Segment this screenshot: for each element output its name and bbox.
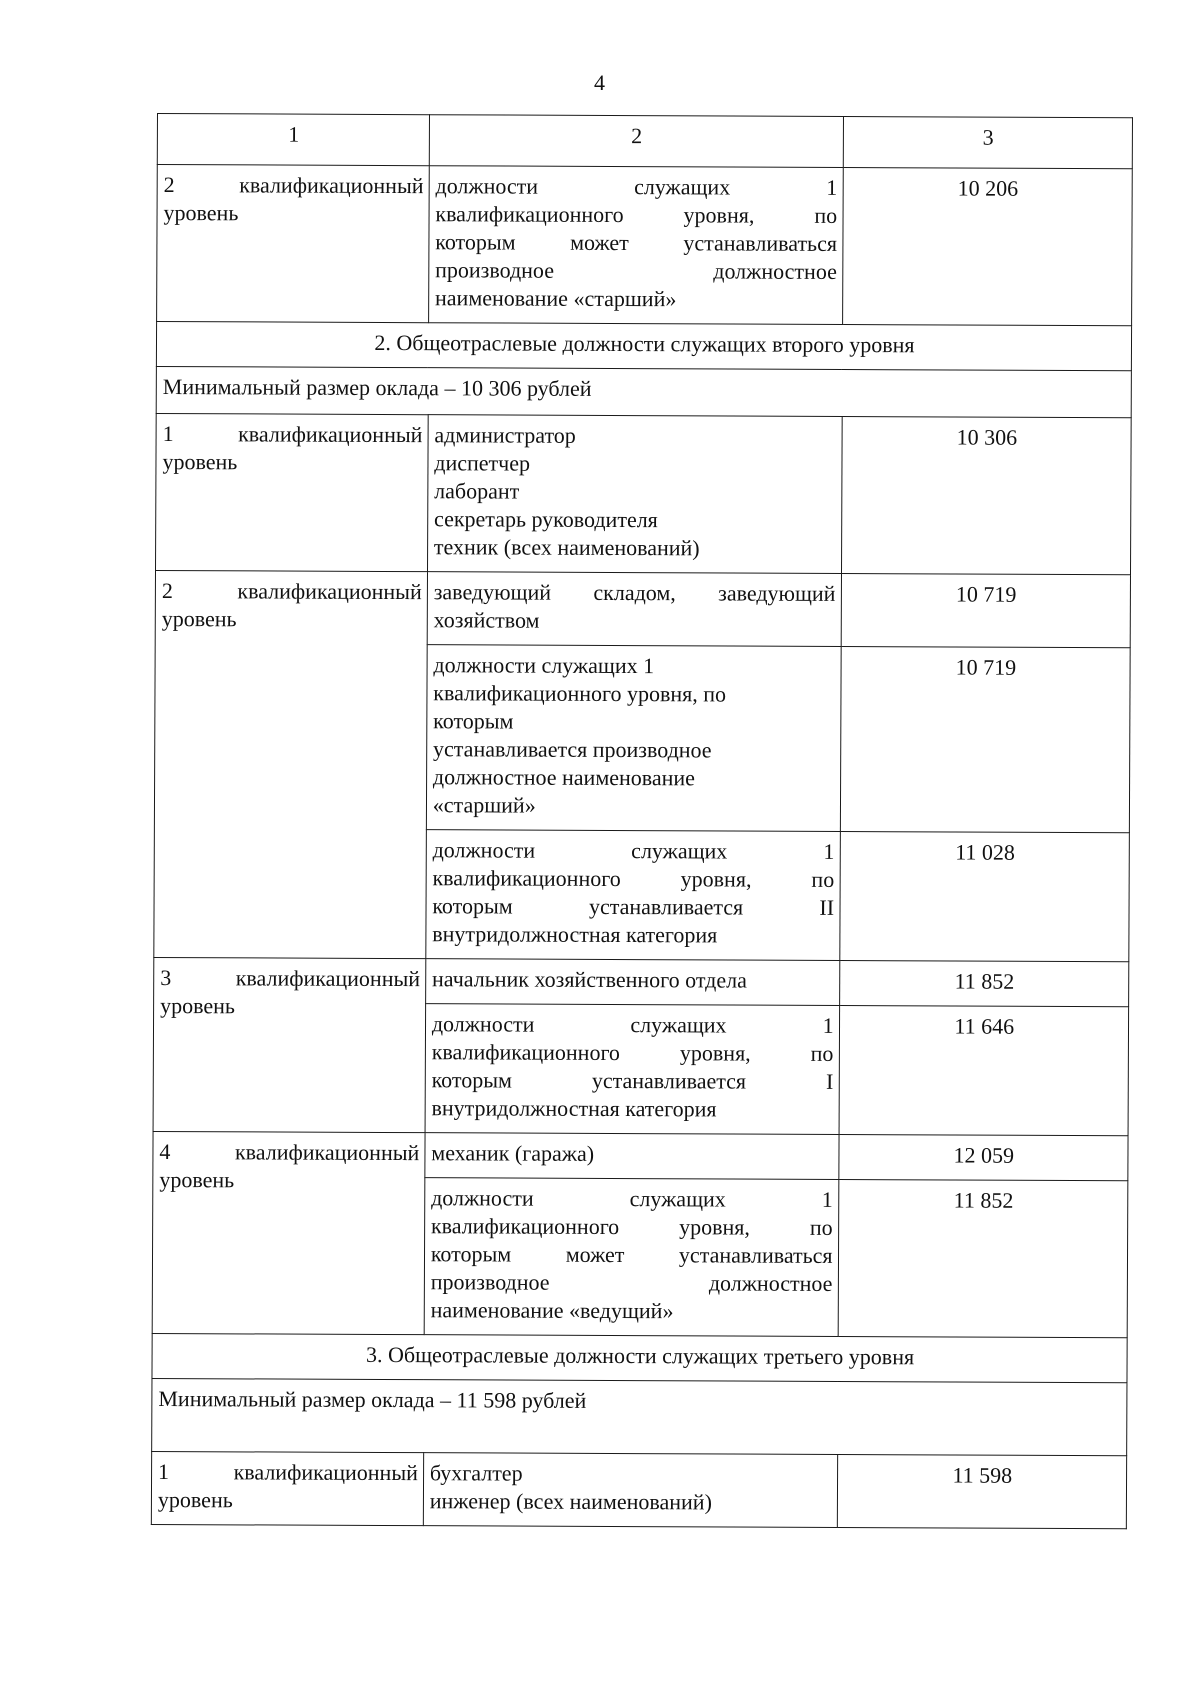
min-salary-text: Минимальный размер оклада – 10 306 рублей bbox=[156, 366, 1131, 417]
position-line: квалификационного уровня, по bbox=[431, 1039, 834, 1066]
table-row bbox=[155, 570, 1130, 647]
min-salary-text: Минимальный размер оклада – 11 598 рублей bbox=[152, 1378, 1127, 1455]
level-word: квалификационный bbox=[238, 421, 423, 448]
position-cell bbox=[428, 166, 842, 325]
position-line: лаборант bbox=[434, 478, 520, 504]
level-number: 2 bbox=[161, 578, 173, 604]
table-header-row bbox=[157, 114, 1132, 169]
position-cell: начальник хозяйственного отдела bbox=[425, 959, 839, 1006]
position-cell bbox=[427, 415, 841, 574]
level-number: 4 bbox=[159, 1139, 171, 1165]
salary-value: 10 719 bbox=[840, 646, 1130, 832]
position-line: которым устанавливается I bbox=[431, 1067, 834, 1094]
position-line: внутридолжностная категория bbox=[431, 1095, 717, 1122]
position-line: диспетчер bbox=[434, 450, 531, 476]
level-number: 1 bbox=[162, 421, 174, 447]
level-word: квалификационный bbox=[234, 1139, 420, 1166]
position-line: должности служащих 1 bbox=[431, 1011, 834, 1038]
header-col-3: 3 bbox=[843, 116, 1133, 168]
min-salary-row bbox=[156, 366, 1131, 417]
salary-value: 11 028 bbox=[839, 831, 1129, 961]
level-word: квалификационный bbox=[235, 965, 421, 992]
position-line: которым bbox=[433, 708, 514, 734]
salary-value: 11 852 bbox=[839, 960, 1129, 1006]
position-line: «старший» bbox=[432, 792, 536, 818]
position-line: техник (всех наименований) bbox=[433, 534, 700, 561]
level-tail: уровень bbox=[163, 200, 239, 226]
qualification-level-cell bbox=[153, 957, 426, 1132]
section-title-row bbox=[152, 1333, 1127, 1382]
position-line: хозяйством bbox=[433, 607, 540, 633]
position-line: администратор bbox=[434, 422, 576, 448]
section-title: 2. Общеотраслевые должности служащих второго уровня bbox=[156, 322, 1131, 371]
level-number: 3 bbox=[160, 965, 172, 991]
position-line: квалификационного уровня, по bbox=[432, 865, 835, 892]
position-cell bbox=[424, 1178, 838, 1337]
salary-value: 11 646 bbox=[839, 1005, 1129, 1135]
position-cell bbox=[426, 830, 840, 961]
qualification-level-cell bbox=[157, 165, 430, 323]
table-row bbox=[153, 1131, 1128, 1180]
qualification-level-cell bbox=[154, 570, 428, 958]
position-line: квалификационного уровня, по bbox=[435, 201, 838, 228]
position-line: заведующий складом, заведующий bbox=[433, 579, 836, 606]
qualification-level-cell bbox=[156, 413, 429, 571]
position-line: должностное наименование bbox=[432, 764, 696, 791]
level-tail: уровень bbox=[159, 1167, 235, 1193]
level-tail: уровень bbox=[157, 1487, 233, 1513]
level-tail: уровень bbox=[161, 606, 237, 632]
salary-value: 11 852 bbox=[838, 1179, 1128, 1337]
page-number: 4 bbox=[594, 70, 606, 95]
position-line: должности служащих 1 bbox=[431, 1185, 833, 1212]
table-row bbox=[151, 1451, 1126, 1528]
level-word: квалификационный bbox=[237, 578, 422, 605]
position-line: бухгалтер bbox=[429, 1460, 523, 1486]
salary-value: 10 719 bbox=[841, 573, 1131, 647]
position-line: наименование «старший» bbox=[434, 285, 677, 312]
position-line: производное должностное bbox=[435, 257, 837, 284]
position-line: которым может устанавливаться bbox=[435, 229, 838, 256]
position-cell bbox=[425, 1004, 839, 1135]
position-line: наименование «ведущий» bbox=[430, 1297, 674, 1324]
section-title-row bbox=[156, 322, 1131, 371]
position-cell bbox=[423, 1453, 837, 1528]
position-line: секретарь руководителя bbox=[434, 506, 658, 533]
level-word: квалификационный bbox=[233, 1459, 418, 1486]
level-word: квалификационный bbox=[239, 172, 424, 199]
position-line: внутридолжностная категория bbox=[432, 921, 718, 948]
table-row bbox=[154, 957, 1129, 1006]
position-line: которым может устанавливаться bbox=[430, 1241, 833, 1268]
table-row bbox=[157, 165, 1133, 326]
salary-value: 10 206 bbox=[842, 167, 1132, 325]
position-line: квалификационного уровня, по bbox=[433, 680, 727, 707]
salary-value: 11 598 bbox=[837, 1454, 1127, 1528]
position-line: должности служащих 1 bbox=[433, 652, 655, 679]
section-title: 3. Общеотраслевые должности служащих третьего уровня bbox=[152, 1333, 1127, 1382]
salary-value: 10 306 bbox=[841, 416, 1131, 574]
level-tail: уровень bbox=[160, 993, 236, 1019]
level-number: 1 bbox=[158, 1459, 170, 1485]
position-line: должности служащих 1 bbox=[435, 173, 838, 200]
position-line: устанавливается производное bbox=[433, 736, 712, 763]
header-col-2: 2 bbox=[429, 115, 843, 168]
qualification-level-cell bbox=[151, 1451, 423, 1525]
qualification-level-cell bbox=[152, 1131, 425, 1334]
header-col-1: 1 bbox=[157, 114, 429, 166]
salary-value: 12 059 bbox=[838, 1134, 1128, 1180]
position-line: квалификационного уровня, по bbox=[430, 1213, 833, 1240]
position-line: инженер (всех наименований) bbox=[429, 1488, 712, 1515]
level-number: 2 bbox=[163, 172, 175, 198]
position-cell bbox=[427, 572, 841, 647]
position-cell: механик (гаража) bbox=[425, 1133, 839, 1180]
position-cell bbox=[426, 645, 841, 832]
salary-table bbox=[151, 113, 1133, 1529]
position-line: которым устанавливается II bbox=[432, 893, 835, 920]
position-line: производное должностное bbox=[430, 1269, 833, 1296]
table-row bbox=[156, 413, 1132, 574]
level-tail: уровень bbox=[162, 449, 238, 475]
min-salary-row bbox=[152, 1378, 1127, 1455]
position-line: должности служащих 1 bbox=[432, 837, 835, 864]
